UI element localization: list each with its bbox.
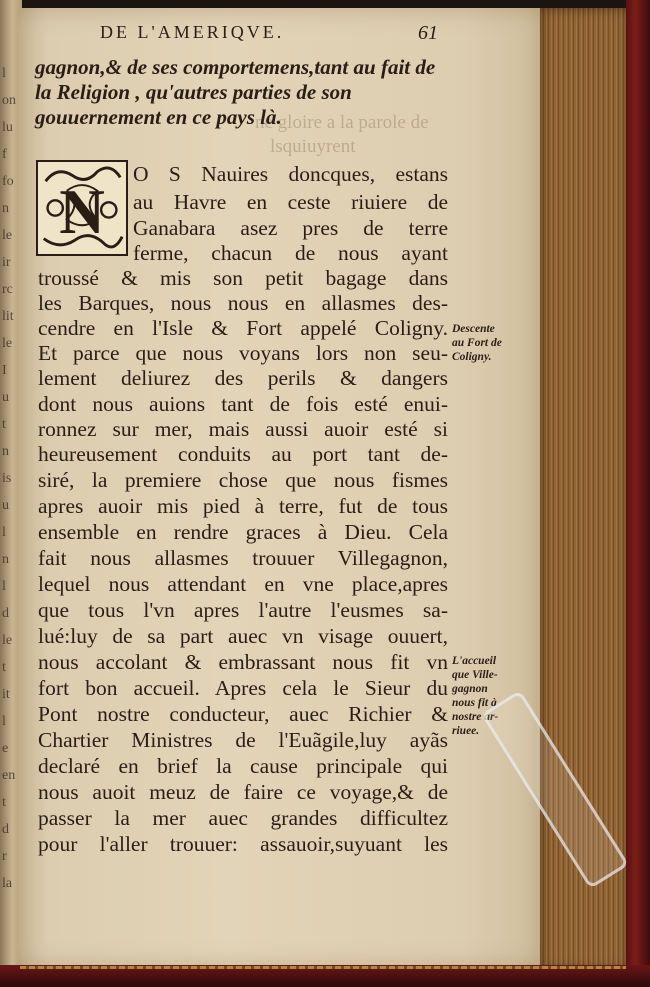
body-line: lequel nous attendant en vne place,apres [38,572,448,596]
body-line: ronnez sur mer, mais aussi auoir esté si [38,417,448,441]
running-head: DE L'AMERIQVE. [100,22,285,42]
body-line: cendre en l'Isle & Fort appelé Coligny. [38,316,448,340]
body-line: nous accolant & embrassant nous fit vn [38,650,448,674]
body-line: troussé & mis son petit bagage dans [38,266,448,290]
body-line: heureusement conduits au port tant de- [38,442,448,466]
page-number: 61 [418,22,438,44]
decorated-initial [36,160,128,256]
body-line: fort bon accueil. Apres cela le Sieur du [38,676,448,700]
body-line: ensemble en rendre graces à Dieu. Cela [38,520,448,544]
body-line: dont nous auions tant de fois esté enui- [38,392,448,416]
body-line: Pont nostre conducteur, auec Richier & [38,702,448,726]
body-line: lement deliurez des perils & dangers [38,366,448,390]
marginal-note: L'accueil que Ville- gagnon nous fit à nostre ar- riuee. [452,655,499,737]
gilt-border [20,966,626,969]
body-line: pour l'aller trouuer: assauoir,suyuant les [38,832,448,856]
body-line: siré, la premiere chose que nous fismes [38,468,448,492]
body-line: Et parce que nous voyans lors non seu- [38,341,448,365]
facing-page-text-fragments: l on lu f fo n le ir rc lit le I u t n is u l n l d le t it l e en t d r la [2,66,16,891]
body-line: apres auoir mis pied à terre, fut de tous [38,494,448,518]
red-leather-cover [626,0,650,987]
body-line: nous auoit meuz de faire ce voyage,& de [38,780,448,804]
ornament-initial-icon [38,162,126,254]
body-line: les Barques, nous nous en allasmes des- [38,291,448,315]
marginal-note: Descente au Fort de Coligny. [452,323,502,363]
body-line: fait nous allasmes trouuer Villegagnon, [38,546,448,570]
body-line: Chartier Ministres de l'Euãgile,luy ayãs [38,728,448,752]
body-line: declaré en brief la cause principale qui [38,754,448,778]
body-line: O S Nauires doncques, estans [133,162,448,186]
body-line: au Havre en ceste riuiere de [133,190,448,214]
drop-cap-letter: N [59,176,105,247]
body-line: que tous l'vn apres l'autre l'eusmes sa- [38,598,448,622]
body-line: lué:luy de sa part auec vn visage ouuert, [38,624,448,648]
body-line: ferme, chacun de nous ayant [133,241,448,265]
body-line: Ganabara asez pres de terre [133,216,448,240]
show-through-text: ne gloire a la parole de [255,112,429,133]
body-line: passer la mer auec grandes difficultez [38,806,448,830]
section-title: gagnon,& de ses comportemens,tant au fait de la Religion , qu'autres parties de son gouuernement en ce pays là. [35,55,436,129]
show-through-text: lsquiuyrent [270,136,356,157]
